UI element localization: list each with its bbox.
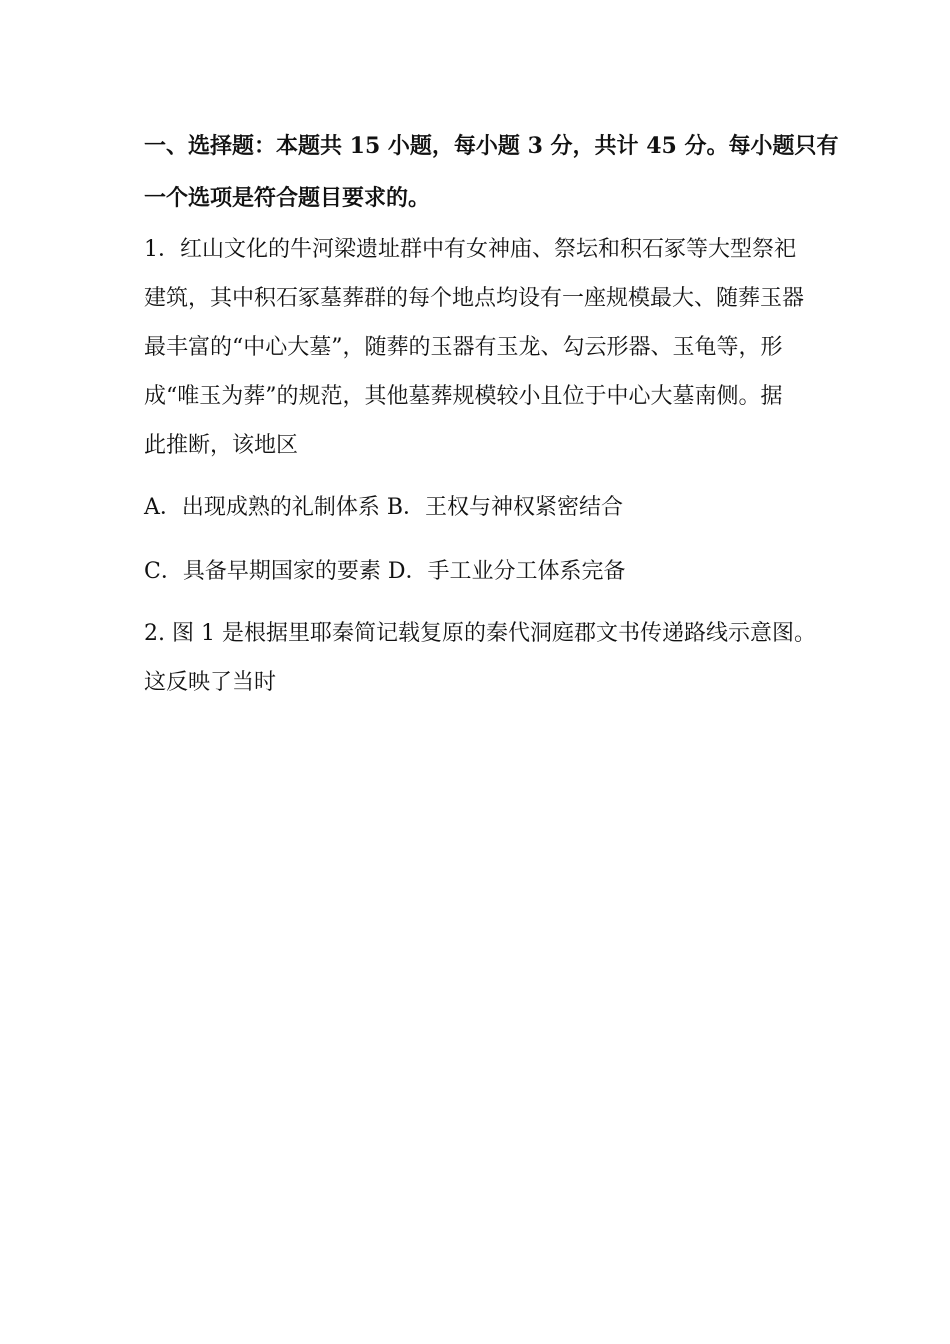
question-1-stem-line-4: 成“唯玉为葬”的规范，其他墓葬规模较小且位于中心大墓南侧。据 bbox=[144, 384, 783, 409]
question-2-stem-line-1: 2. 图 1 是根据里耶秦简记载复原的秦代洞庭郡文书传递路线示意图。 bbox=[144, 621, 816, 646]
section-heading-line-1: 一、选择题：本题共 15 小题，每小题 3 分，共计 45 分。每小题只有 bbox=[144, 133, 839, 159]
question-1-options-line-2: C．具备早期国家的要素 D．手工业分工体系完备 bbox=[144, 559, 626, 584]
section-heading-line-2: 一个选项是符合题目要求的。 bbox=[144, 185, 431, 211]
question-1-stem-line-5: 此推断，该地区 bbox=[144, 433, 299, 458]
question-2-stem-line-2: 这反映了当时 bbox=[144, 670, 277, 695]
question-1 bbox=[144, 235, 808, 587]
section-heading bbox=[144, 131, 839, 213]
question-1-stem-line-1: 1．红山文化的牛河梁遗址群中有女神庙、祭坛和积石冢等大型祭祀 bbox=[144, 237, 796, 262]
question-2 bbox=[144, 619, 816, 698]
exam-content bbox=[144, 131, 839, 698]
question-1-stem-line-3: 最丰富的“中心大墓”，随葬的玉器有玉龙、勾云形器、玉龟等，形 bbox=[144, 335, 783, 360]
question-1-stem-line-2: 建筑，其中积石冢墓葬群的每个地点均设有一座规模最大、随葬玉器 bbox=[144, 286, 805, 311]
question-1-options-line-1: A．出现成熟的礼制体系 B．王权与神权紧密结合 bbox=[144, 495, 624, 520]
